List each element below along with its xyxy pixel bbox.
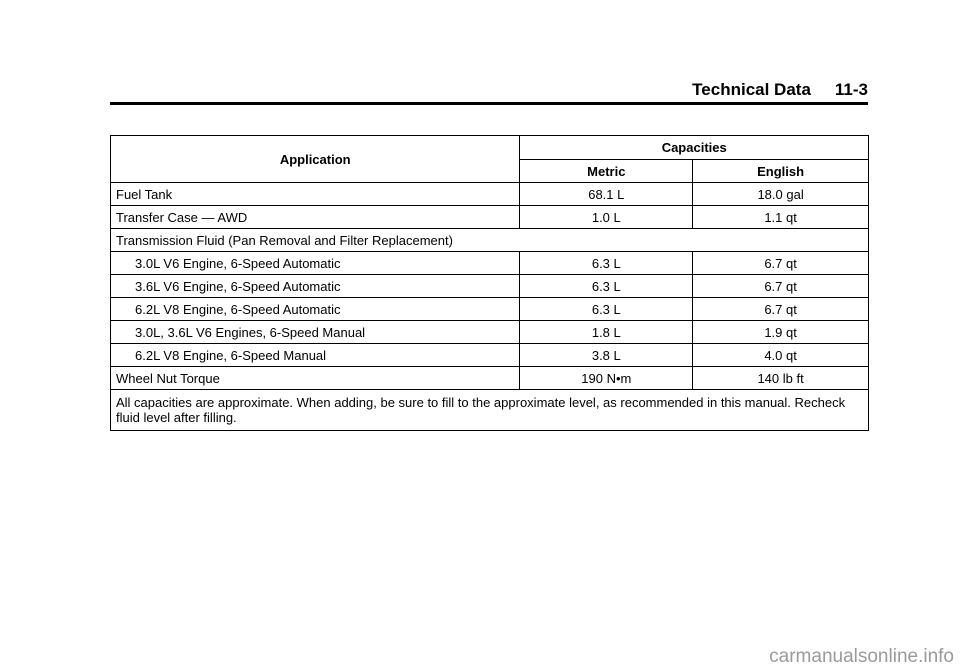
cell-english: 6.7 qt (693, 252, 869, 275)
page-number: 11-3 (834, 80, 868, 99)
cell-metric: 1.8 L (520, 321, 693, 344)
cell-metric: 1.0 L (520, 206, 693, 229)
table-row (111, 229, 869, 252)
col-capacities: Capacities (520, 136, 869, 160)
cell-english: 1.1 qt (693, 206, 869, 229)
cell-application: Wheel Nut Torque (111, 367, 520, 390)
table-note: All capacities are approximate. When adding, be sure to fill to the approximate level, as recommended in this manual. Recheck fluid level after filling. (111, 390, 869, 431)
cell-english: 140 lb ft (693, 367, 869, 390)
cell-application: 3.0L, 3.6L V6 Engines, 6-Speed Manual (111, 321, 520, 344)
table-row (111, 298, 869, 321)
cell-application: 6.2L V8 Engine, 6-Speed Automatic (111, 298, 520, 321)
cell-metric: 6.3 L (520, 298, 693, 321)
table-row (111, 252, 869, 275)
cell-english: 6.7 qt (693, 298, 869, 321)
watermark: carmanualsonline.info (769, 646, 954, 667)
col-english: English (693, 160, 869, 183)
table-row (111, 367, 869, 390)
table-row (111, 206, 869, 229)
cell-english: 6.7 qt (693, 275, 869, 298)
page-header (110, 80, 868, 105)
cell-application: 3.0L V6 Engine, 6-Speed Automatic (111, 252, 520, 275)
cell-application: Transfer Case — AWD (111, 206, 520, 229)
cell-metric: 68.1 L (520, 183, 693, 206)
cell-english: 18.0 gal (693, 183, 869, 206)
cell-metric: 3.8 L (520, 344, 693, 367)
header-title (668, 80, 868, 100)
cell-metric: 6.3 L (520, 275, 693, 298)
table-row (111, 321, 869, 344)
cell-application: 3.6L V6 Engine, 6-Speed Automatic (111, 275, 520, 298)
section-title: Technical Data (692, 80, 811, 99)
cell-english: 1.9 qt (693, 321, 869, 344)
cell-application: 6.2L V8 Engine, 6-Speed Manual (111, 344, 520, 367)
cell-application: Fuel Tank (111, 183, 520, 206)
cell-application: Transmission Fluid (Pan Removal and Filter Replacement) (111, 229, 869, 252)
col-application: Application (111, 136, 520, 183)
table-row (111, 183, 869, 206)
cell-english: 4.0 qt (693, 344, 869, 367)
col-metric: Metric (520, 160, 693, 183)
table-note-row (111, 390, 869, 431)
capacities-table (110, 135, 869, 431)
cell-metric: 6.3 L (520, 252, 693, 275)
table-row (111, 275, 869, 298)
cell-metric: 190 N•m (520, 367, 693, 390)
table-row (111, 344, 869, 367)
